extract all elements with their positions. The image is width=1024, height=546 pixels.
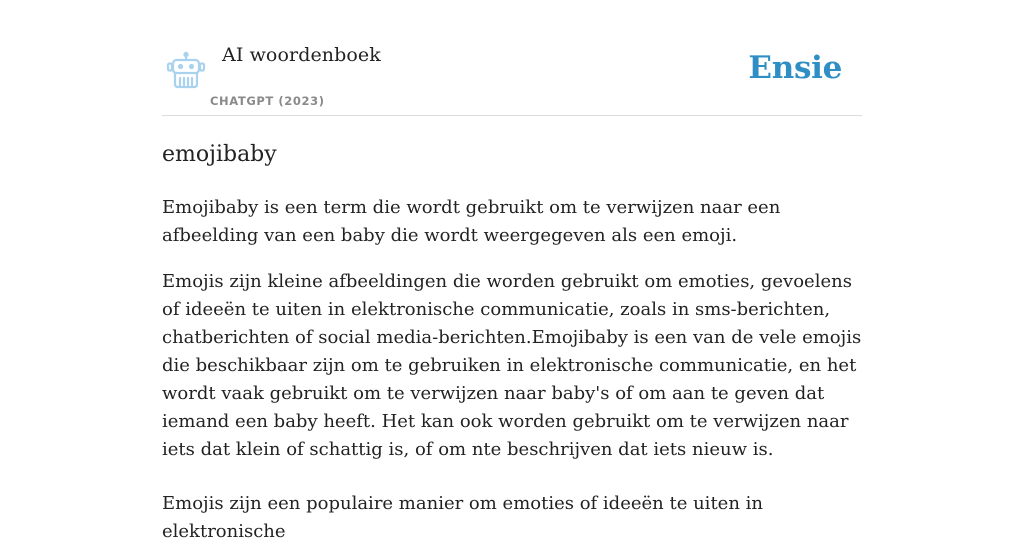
dictionary-source: CHATGPT (2023) [210, 94, 325, 108]
entry-definition [162, 194, 862, 546]
main-content [162, 0, 862, 546]
dictionary-header [162, 0, 862, 116]
definition-paragraph: Emojibaby is een term die wordt gebruikt om te verwijzen naar een afbeelding van een baby die wordt weergegeven als een emoji. [162, 197, 781, 246]
robot-icon [166, 52, 206, 90]
dictionary-name[interactable]: AI woordenboek [222, 44, 381, 66]
definition-paragraph: Emojis zijn kleine afbeeldingen die worden gebruikt om emoties, gevoelens of ideeën te uiten in elektronische communicatie, zoals in sms-berichten, chatberichten of social media-berichten.Emojibaby is een van de vele emojis die beschikbaar zijn om te gebruiken in elektronische communicatie, en het wordt vaak gebruikt om te verwijzen naar baby's of om aan te geven dat iemand een baby heeft. Het kan ook worden gebruikt om te verwijzen naar iets dat klein of schattig is, of om nte beschrijven dat iets nieuw is. [162, 271, 862, 460]
ensie-logo-link[interactable]: Ensie [748, 50, 842, 86]
definition-paragraph: Emojis zijn een populaire manier om emoties of ideeën te uiten in elektronische [162, 493, 763, 542]
entry-term: emojibaby [162, 142, 277, 167]
